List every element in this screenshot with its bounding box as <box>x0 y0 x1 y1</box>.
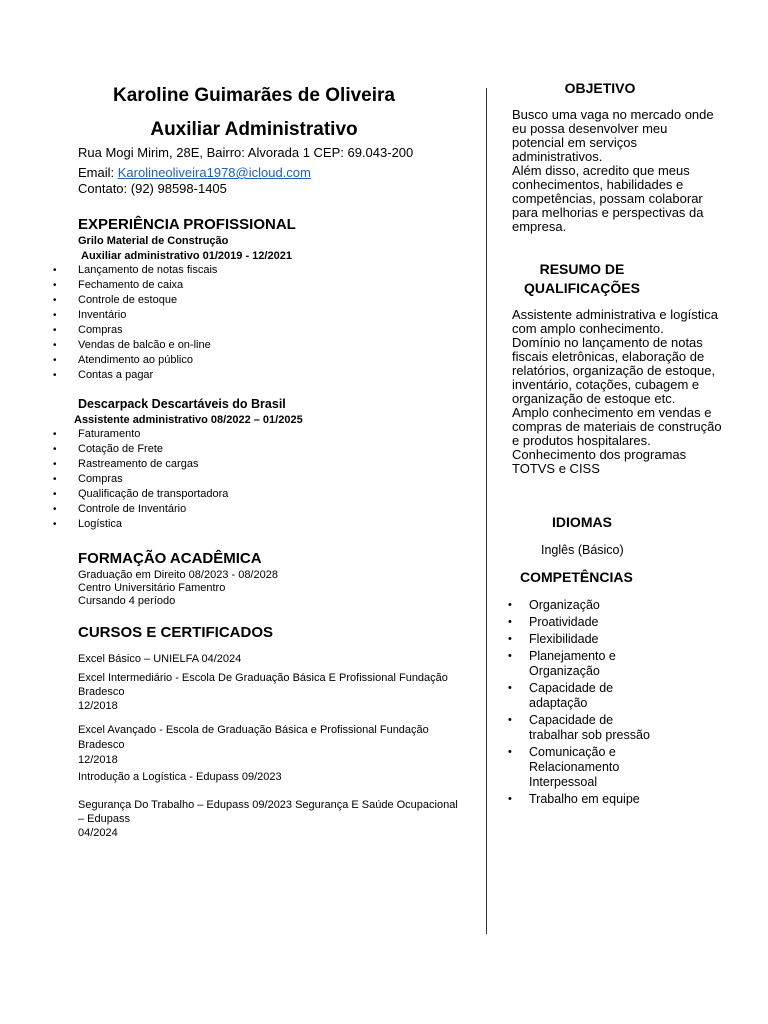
candidate-name: Karoline Guimarães de Oliveira <box>113 85 395 106</box>
course-item: Excel Básico – UNIELFA 04/2024 <box>78 653 242 665</box>
course-item: Excel Avançado - Escola de Graduação Básica e Profissional Fundação Bradesco 12/2018 <box>78 724 429 766</box>
objective-heading: OBJETIVO <box>564 80 636 96</box>
course-item: Segurança Do Trabalho – Edupass 09/2023 Segurança E Saúde Ocupacional – Edupass 04/2024 <box>78 799 458 839</box>
language-item: Inglês (Básico) <box>541 543 624 557</box>
list-item: • Contas a pagar <box>78 368 217 383</box>
list-item: • Trabalho em equipe <box>529 792 729 807</box>
education-line: Centro Universitário Famentro <box>78 582 226 594</box>
contact: Contato: (92) 98598-1405 <box>78 181 227 196</box>
education-heading: FORMAÇÃO ACADÊMICA <box>78 550 262 567</box>
competencies-heading: COMPETÊNCIAS <box>520 569 633 585</box>
list-item: • Comunicação e Relacionamento Interpessoal <box>529 745 639 790</box>
job-tasks-list <box>78 427 228 532</box>
list-item: • Atendimento ao público <box>78 353 217 368</box>
summary-heading: RESUMO DE QUALIFICAÇÕES <box>524 261 640 296</box>
email-link[interactable]: Karolineoliveira1978@icloud.com <box>117 165 311 180</box>
summary-text: Assistente administrativa e logística com amplo conhecimento. Domínio no lançamento de notas fiscais eletrônicas, elaboração de relatórios, organização de estoque, inventário, cotações, cubagem e organização de estoque etc. Amplo conhecimento em vendas e compras de materiais de construção e produtos hospitalares. Conhecimento dos programas TOTVS e CISS <box>512 307 722 476</box>
job-tasks-list <box>78 263 217 383</box>
list-item: • Controle de estoque <box>78 293 217 308</box>
list-item: • Lançamento de notas fiscais <box>78 263 217 278</box>
list-item: • Qualificação de transportadora <box>78 487 228 502</box>
list-item: • Inventário <box>78 308 217 323</box>
competencies-list <box>529 598 729 809</box>
list-item: • Planejamento e Organização <box>529 649 639 679</box>
address: Rua Mogi Mirim, 28E, Bairro: Alvorada 1 CEP: 69.043-200 <box>78 145 414 160</box>
job-company: Descarpack Descartáveis do Brasil <box>78 397 286 411</box>
course-item: Excel Intermediário - Escola De Graduação Básica E Profissional Fundação Bradesco 12/2018 <box>78 672 448 712</box>
languages-heading: IDIOMAS <box>552 514 612 530</box>
candidate-role: Auxiliar Administrativo <box>150 119 358 140</box>
education-line: Cursando 4 período <box>78 595 176 607</box>
list-item: • Flexibilidade <box>529 632 729 647</box>
list-item: • Faturamento <box>78 427 228 442</box>
education-line: Graduação em Direito 08/2023 - 08/2028 <box>78 569 278 581</box>
list-item: • Capacidade de adaptação <box>529 681 639 711</box>
list-item: • Rastreamento de cargas <box>78 457 228 472</box>
objective-text: Busco uma vaga no mercado onde eu possa desenvolver meu potencial em serviços administrativos. Além disso, acredito que meus conhecimentos, habilidades e competências, possam colaborar para melhorias e perspectivas da empresa. <box>512 107 714 234</box>
email-line <box>78 165 311 181</box>
job-company: Grilo Material de Construção <box>78 235 229 247</box>
column-divider <box>486 88 487 934</box>
course-item: Introdução a Logística - Edupass 09/2023 <box>78 771 282 783</box>
job-position: Auxiliar administrativo 01/2019 - 12/2021 <box>81 250 292 262</box>
email-label: Email: <box>78 165 118 180</box>
list-item: • Logística <box>78 517 228 532</box>
courses-heading: CURSOS E CERTIFICADOS <box>78 624 274 641</box>
list-item: • Proatividade <box>529 615 729 630</box>
list-item: • Fechamento de caixa <box>78 278 217 293</box>
job-position: Assistente administrativo 08/2022 – 01/2025 <box>74 414 303 426</box>
list-item: • Organização <box>529 598 729 613</box>
list-item: • Compras <box>78 323 217 338</box>
list-item: • Controle de Inventário <box>78 502 228 517</box>
experience-heading: EXPERIÊNCIA PROFISSIONAL <box>78 216 296 233</box>
list-item: • Cotação de Frete <box>78 442 228 457</box>
list-item: • Compras <box>78 472 228 487</box>
list-item: • Vendas de balcão e on-line <box>78 338 217 353</box>
list-item: • Capacidade de trabalhar sob pressão <box>529 713 664 743</box>
